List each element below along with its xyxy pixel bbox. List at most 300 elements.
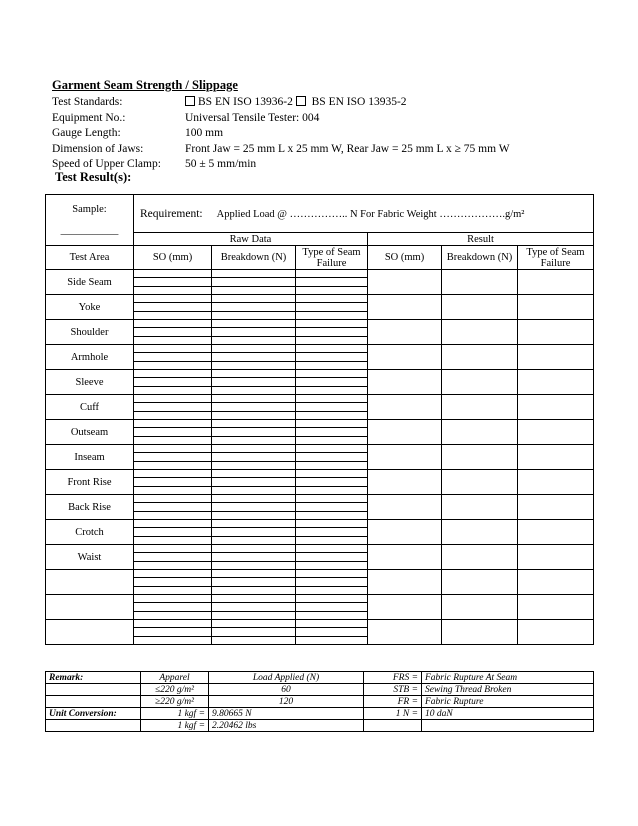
result-cell[interactable] <box>368 495 442 520</box>
raw-sub-cell[interactable] <box>296 278 367 286</box>
table-row <box>46 320 594 345</box>
sample-line: ___________ <box>60 225 119 236</box>
raw-sub-cell[interactable] <box>134 378 211 386</box>
raw-sub-cell[interactable] <box>134 628 211 636</box>
raw-sub-cell[interactable] <box>296 420 367 428</box>
raw-sub-cell[interactable] <box>212 595 295 603</box>
result-cell[interactable] <box>442 270 518 295</box>
raw-sub-cell[interactable] <box>212 562 295 569</box>
col-header: Type of Seam Failure <box>518 246 594 270</box>
raw-sub-cell[interactable] <box>134 478 211 486</box>
raw-sub-cell[interactable] <box>134 353 211 361</box>
remark-code: STB = <box>364 684 422 696</box>
raw-sub-cell[interactable] <box>134 570 211 578</box>
raw-data-cell[interactable] <box>212 445 296 470</box>
remark-table <box>45 671 594 732</box>
result-cell[interactable] <box>442 595 518 620</box>
raw-sub-cell[interactable] <box>134 512 211 519</box>
raw-data-cell[interactable] <box>212 320 296 345</box>
test-result-title: Test Result(s): <box>55 170 132 184</box>
result-cell[interactable] <box>518 420 594 445</box>
result-cell[interactable] <box>368 520 442 545</box>
raw-sub-cell[interactable] <box>134 278 211 286</box>
col-header: Type of Seam Failure <box>296 246 368 270</box>
remark-desc: Sewing Thread Broken <box>422 684 594 696</box>
table-row <box>46 545 594 570</box>
raw-sub-cell[interactable] <box>212 312 295 319</box>
result-cell[interactable] <box>442 420 518 445</box>
table-row <box>46 570 594 595</box>
raw-sub-cell[interactable] <box>134 270 211 278</box>
result-cell[interactable] <box>518 320 594 345</box>
raw-sub-cell[interactable] <box>212 345 295 353</box>
result-cell[interactable] <box>518 445 594 470</box>
raw-sub-cell[interactable] <box>212 370 295 378</box>
raw-sub-cell[interactable] <box>134 495 211 503</box>
raw-sub-cell[interactable] <box>134 428 211 436</box>
raw-sub-cell[interactable] <box>212 495 295 503</box>
raw-sub-cell[interactable] <box>296 537 367 544</box>
raw-sub-cell[interactable] <box>296 595 367 603</box>
result-cell[interactable] <box>518 270 594 295</box>
raw-sub-cell[interactable] <box>212 462 295 469</box>
raw-sub-cell[interactable] <box>134 345 211 353</box>
raw-sub-cell[interactable] <box>134 637 211 644</box>
raw-data-cell[interactable] <box>296 370 368 395</box>
raw-sub-cell[interactable] <box>296 395 367 403</box>
raw-data-cell[interactable] <box>134 445 212 470</box>
raw-sub-cell[interactable] <box>296 412 367 419</box>
raw-sub-cell[interactable] <box>134 578 211 586</box>
result-cell[interactable] <box>368 270 442 295</box>
table-row <box>46 520 594 545</box>
result-cell[interactable] <box>368 545 442 570</box>
raw-data-cell[interactable] <box>134 370 212 395</box>
raw-sub-cell[interactable] <box>134 387 211 394</box>
result-cell[interactable] <box>368 345 442 370</box>
table-row <box>46 595 594 620</box>
raw-sub-cell[interactable] <box>212 537 295 544</box>
raw-data-cell[interactable] <box>212 470 296 495</box>
raw-sub-cell[interactable] <box>134 487 211 494</box>
remark-load-value: 120 <box>209 696 364 708</box>
result-cell[interactable] <box>368 470 442 495</box>
result-cell[interactable] <box>442 295 518 320</box>
test-area-cell: Back Rise <box>46 495 134 520</box>
raw-sub-cell[interactable] <box>296 553 367 561</box>
raw-sub-cell[interactable] <box>296 587 367 594</box>
raw-data-cell[interactable] <box>296 395 368 420</box>
sample-label: Sample: <box>72 204 107 215</box>
raw-sub-cell[interactable] <box>134 453 211 461</box>
result-cell[interactable] <box>518 370 594 395</box>
raw-sub-cell[interactable] <box>134 337 211 344</box>
table-row <box>46 620 594 645</box>
result-cell[interactable] <box>442 370 518 395</box>
result-cell[interactable] <box>518 295 594 320</box>
raw-sub-cell[interactable] <box>212 587 295 594</box>
raw-sub-cell[interactable] <box>134 528 211 536</box>
remark-row <box>46 696 594 708</box>
raw-sub-cell[interactable] <box>296 578 367 586</box>
raw-sub-cell[interactable] <box>134 537 211 544</box>
raw-sub-cell[interactable] <box>134 587 211 594</box>
raw-sub-cell[interactable] <box>212 328 295 336</box>
result-cell[interactable] <box>442 545 518 570</box>
raw-data-cell[interactable] <box>212 570 296 595</box>
raw-sub-cell[interactable] <box>134 462 211 469</box>
raw-data-cell[interactable] <box>296 295 368 320</box>
raw-sub-cell[interactable] <box>134 603 211 611</box>
raw-sub-cell[interactable] <box>212 620 295 628</box>
raw-sub-cell[interactable] <box>296 328 367 336</box>
raw-data-cell[interactable] <box>212 595 296 620</box>
raw-sub-cell[interactable] <box>296 603 367 611</box>
raw-sub-cell[interactable] <box>296 287 367 294</box>
remark-apparel: Apparel <box>141 672 209 684</box>
raw-sub-cell[interactable] <box>134 503 211 511</box>
raw-sub-cell[interactable] <box>212 353 295 361</box>
raw-sub-cell[interactable] <box>212 428 295 436</box>
table-row <box>46 345 594 370</box>
raw-sub-cell[interactable] <box>134 437 211 444</box>
raw-sub-cell[interactable] <box>212 637 295 644</box>
raw-sub-cell[interactable] <box>296 337 367 344</box>
raw-sub-cell[interactable] <box>212 395 295 403</box>
raw-sub-cell[interactable] <box>212 503 295 511</box>
raw-sub-cell[interactable] <box>134 545 211 553</box>
raw-data-cell[interactable] <box>296 570 368 595</box>
result-cell[interactable] <box>442 470 518 495</box>
result-cell[interactable] <box>518 570 594 595</box>
checkbox-icon[interactable] <box>185 96 195 106</box>
raw-data-cell[interactable] <box>134 495 212 520</box>
raw-data-cell[interactable] <box>212 620 296 645</box>
table-row <box>46 495 594 520</box>
meta-label: Dimension of Jaws: <box>52 142 144 155</box>
requirement-text: Applied Load @ …………….. N For Fabric Weight ……………….g/m² <box>216 208 525 220</box>
result-cell[interactable] <box>518 495 594 520</box>
result-cell[interactable] <box>518 470 594 495</box>
raw-sub-cell[interactable] <box>296 503 367 511</box>
raw-data-cell[interactable] <box>212 520 296 545</box>
raw-data-cell[interactable] <box>296 620 368 645</box>
raw-sub-cell[interactable] <box>134 320 211 328</box>
table-row <box>46 470 594 495</box>
sample-cell[interactable] <box>46 195 134 246</box>
raw-data-cell[interactable] <box>212 395 296 420</box>
result-cell[interactable] <box>368 420 442 445</box>
raw-sub-cell[interactable] <box>296 403 367 411</box>
raw-sub-cell[interactable] <box>134 403 211 411</box>
result-cell[interactable] <box>368 320 442 345</box>
raw-sub-cell[interactable] <box>134 395 211 403</box>
result-cell[interactable] <box>518 620 594 645</box>
remark-empty <box>364 720 422 732</box>
raw-data-cell[interactable] <box>296 345 368 370</box>
raw-sub-cell[interactable] <box>296 437 367 444</box>
raw-sub-cell[interactable] <box>134 287 211 294</box>
remark-weight: ≥220 g/m² <box>141 696 209 708</box>
raw-sub-cell[interactable] <box>212 270 295 278</box>
result-cell[interactable] <box>518 595 594 620</box>
raw-sub-cell[interactable] <box>134 303 211 311</box>
raw-data-cell[interactable] <box>296 420 368 445</box>
raw-sub-cell[interactable] <box>296 270 367 278</box>
result-cell[interactable] <box>442 495 518 520</box>
raw-sub-cell[interactable] <box>134 612 211 619</box>
raw-sub-cell[interactable] <box>212 612 295 619</box>
raw-sub-cell[interactable] <box>212 337 295 344</box>
raw-data-cell[interactable] <box>134 620 212 645</box>
result-cell[interactable] <box>442 320 518 345</box>
raw-sub-cell[interactable] <box>212 445 295 453</box>
raw-sub-cell[interactable] <box>212 487 295 494</box>
raw-sub-cell[interactable] <box>296 562 367 569</box>
raw-sub-cell[interactable] <box>296 303 367 311</box>
col-header: SO (mm) <box>134 246 212 270</box>
page-title: Garment Seam Strength / Slippage <box>52 78 238 92</box>
raw-sub-cell[interactable] <box>134 312 211 319</box>
raw-sub-cell[interactable] <box>134 562 211 569</box>
result-cell[interactable] <box>442 570 518 595</box>
requirement-label: Requirement: <box>140 207 203 220</box>
raw-sub-cell[interactable] <box>296 445 367 453</box>
result-cell[interactable] <box>442 520 518 545</box>
result-cell[interactable] <box>368 395 442 420</box>
remark-empty <box>422 720 594 732</box>
raw-sub-cell[interactable] <box>212 578 295 586</box>
result-cell[interactable] <box>518 545 594 570</box>
result-cell[interactable] <box>442 345 518 370</box>
raw-sub-cell[interactable] <box>212 470 295 478</box>
checkbox-icon[interactable] <box>296 96 306 106</box>
raw-sub-cell[interactable] <box>134 328 211 336</box>
remark-row <box>46 708 594 720</box>
col-header: SO (mm) <box>368 246 442 270</box>
raw-sub-cell[interactable] <box>296 637 367 644</box>
raw-sub-cell[interactable] <box>296 570 367 578</box>
raw-sub-cell[interactable] <box>296 387 367 394</box>
raw-sub-cell[interactable] <box>212 628 295 636</box>
remark-empty <box>46 720 141 732</box>
raw-sub-cell[interactable] <box>212 320 295 328</box>
raw-sub-cell[interactable] <box>296 520 367 528</box>
meta-label: Equipment No.: <box>52 111 126 124</box>
raw-data-cell[interactable] <box>296 270 368 295</box>
raw-data-header: Raw Data <box>134 233 368 246</box>
remark-code: 1 N = <box>364 708 422 720</box>
table-row <box>46 445 594 470</box>
raw-data-cell[interactable] <box>212 270 296 295</box>
result-cell[interactable] <box>518 395 594 420</box>
result-cell[interactable] <box>368 570 442 595</box>
remark-load: Load Applied (N) <box>209 672 364 684</box>
raw-sub-cell[interactable] <box>134 620 211 628</box>
raw-sub-cell[interactable] <box>134 295 211 303</box>
raw-sub-cell[interactable] <box>212 545 295 553</box>
test-area-cell: Shoulder <box>46 320 134 345</box>
raw-sub-cell[interactable] <box>296 628 367 636</box>
test-area-cell: Crotch <box>46 520 134 545</box>
conv-left: 1 kgf = <box>141 708 209 720</box>
raw-sub-cell[interactable] <box>212 287 295 294</box>
raw-data-cell[interactable] <box>296 495 368 520</box>
raw-sub-cell[interactable] <box>296 320 367 328</box>
meta-value: BS EN ISO 13936-2 BS EN ISO 13935-2 <box>185 95 407 111</box>
raw-sub-cell[interactable] <box>212 278 295 286</box>
raw-data-cell[interactable] <box>134 545 212 570</box>
raw-sub-cell[interactable] <box>296 378 367 386</box>
result-cell[interactable] <box>442 395 518 420</box>
raw-data-cell[interactable] <box>134 470 212 495</box>
result-cell[interactable] <box>368 595 442 620</box>
raw-sub-cell[interactable] <box>212 295 295 303</box>
raw-sub-cell[interactable] <box>296 370 367 378</box>
raw-sub-cell[interactable] <box>212 420 295 428</box>
raw-data-cell[interactable] <box>134 570 212 595</box>
remark-row <box>46 672 594 684</box>
result-cell[interactable] <box>442 445 518 470</box>
raw-data-cell[interactable] <box>134 420 212 445</box>
raw-data-cell[interactable] <box>134 320 212 345</box>
raw-sub-cell[interactable] <box>296 428 367 436</box>
raw-data-cell[interactable] <box>296 595 368 620</box>
remark-empty <box>46 696 141 708</box>
result-table <box>45 194 594 645</box>
col-header: Breakdown (N) <box>212 246 296 270</box>
raw-sub-cell[interactable] <box>296 312 367 319</box>
test-area-cell <box>46 570 134 595</box>
raw-sub-cell[interactable] <box>296 345 367 353</box>
result-cell[interactable] <box>368 620 442 645</box>
raw-data-cell[interactable] <box>134 520 212 545</box>
remark-weight: ≤220 g/m² <box>141 684 209 696</box>
raw-sub-cell[interactable] <box>212 362 295 369</box>
raw-sub-cell[interactable] <box>134 362 211 369</box>
raw-sub-cell[interactable] <box>296 612 367 619</box>
raw-sub-cell[interactable] <box>296 545 367 553</box>
raw-sub-cell[interactable] <box>212 387 295 394</box>
test-area-cell: Front Rise <box>46 470 134 495</box>
result-cell[interactable] <box>518 520 594 545</box>
raw-sub-cell[interactable] <box>296 462 367 469</box>
raw-data-cell[interactable] <box>296 545 368 570</box>
raw-sub-cell[interactable] <box>212 553 295 561</box>
column-header-row <box>46 246 594 270</box>
raw-data-cell[interactable] <box>212 370 296 395</box>
raw-sub-cell[interactable] <box>212 437 295 444</box>
raw-data-cell[interactable] <box>212 345 296 370</box>
raw-sub-cell[interactable] <box>296 295 367 303</box>
test-area-cell: Inseam <box>46 445 134 470</box>
raw-sub-cell[interactable] <box>134 370 211 378</box>
meta-value: Front Jaw = 25 mm L x 25 mm W, Rear Jaw = 25 mm L x ≥ 75 mm W <box>185 142 510 155</box>
raw-sub-cell[interactable] <box>212 403 295 411</box>
conv-right: 2.20462 lbs <box>209 720 364 732</box>
raw-sub-cell[interactable] <box>134 595 211 603</box>
remark-row <box>46 684 594 696</box>
raw-data-cell[interactable] <box>212 495 296 520</box>
raw-sub-cell[interactable] <box>296 453 367 461</box>
raw-sub-cell[interactable] <box>296 528 367 536</box>
raw-sub-cell[interactable] <box>296 512 367 519</box>
raw-sub-cell[interactable] <box>134 553 211 561</box>
test-meta <box>52 95 510 173</box>
raw-sub-cell[interactable] <box>296 478 367 486</box>
test-area-cell: Sleeve <box>46 370 134 395</box>
raw-sub-cell[interactable] <box>134 412 211 419</box>
raw-sub-cell[interactable] <box>296 353 367 361</box>
raw-sub-cell[interactable] <box>134 420 211 428</box>
remark-empty <box>46 684 141 696</box>
col-header: Breakdown (N) <box>442 246 518 270</box>
raw-data-cell[interactable] <box>212 295 296 320</box>
raw-data-cell[interactable] <box>134 270 212 295</box>
meta-label: Test Standards: <box>52 96 123 108</box>
raw-data-cell[interactable] <box>296 445 368 470</box>
raw-data-cell[interactable] <box>134 395 212 420</box>
meta-label: Gauge Length: <box>52 127 121 139</box>
remark-row <box>46 720 594 732</box>
raw-data-cell[interactable] <box>296 470 368 495</box>
result-cell[interactable] <box>518 345 594 370</box>
result-cell[interactable] <box>442 620 518 645</box>
test-area-cell: Outseam <box>46 420 134 445</box>
remark-label: Remark: <box>46 672 141 684</box>
raw-sub-cell[interactable] <box>212 512 295 519</box>
result-cell[interactable] <box>368 445 442 470</box>
test-area-cell: Armhole <box>46 345 134 370</box>
raw-sub-cell[interactable] <box>296 470 367 478</box>
raw-data-cell[interactable] <box>134 295 212 320</box>
raw-sub-cell[interactable] <box>212 603 295 611</box>
meta-value: 100 mm <box>185 127 224 139</box>
raw-sub-cell[interactable] <box>212 453 295 461</box>
raw-sub-cell[interactable] <box>296 495 367 503</box>
raw-data-cell[interactable] <box>134 595 212 620</box>
raw-sub-cell[interactable] <box>212 528 295 536</box>
raw-data-cell[interactable] <box>134 345 212 370</box>
raw-sub-cell[interactable] <box>134 520 211 528</box>
raw-sub-cell[interactable] <box>212 520 295 528</box>
raw-data-cell[interactable] <box>212 545 296 570</box>
test-area-cell <box>46 595 134 620</box>
raw-sub-cell[interactable] <box>212 570 295 578</box>
raw-data-cell[interactable] <box>212 420 296 445</box>
raw-sub-cell[interactable] <box>212 412 295 419</box>
area-rows <box>46 270 594 645</box>
raw-data-cell[interactable] <box>296 520 368 545</box>
raw-sub-cell[interactable] <box>296 620 367 628</box>
remark-code: FR = <box>364 696 422 708</box>
raw-sub-cell[interactable] <box>212 478 295 486</box>
remark-desc: 10 daN <box>422 708 594 720</box>
raw-sub-cell[interactable] <box>296 487 367 494</box>
raw-data-cell[interactable] <box>296 320 368 345</box>
raw-sub-cell[interactable] <box>212 303 295 311</box>
raw-sub-cell[interactable] <box>134 445 211 453</box>
conv-right: 9.80665 N <box>209 708 364 720</box>
raw-sub-cell[interactable] <box>296 362 367 369</box>
result-cell[interactable] <box>368 370 442 395</box>
result-cell[interactable] <box>368 295 442 320</box>
meta-equipment <box>52 111 510 127</box>
raw-sub-cell[interactable] <box>212 378 295 386</box>
raw-sub-cell[interactable] <box>134 470 211 478</box>
table-header-row <box>46 195 594 233</box>
test-area-cell: Yoke <box>46 295 134 320</box>
